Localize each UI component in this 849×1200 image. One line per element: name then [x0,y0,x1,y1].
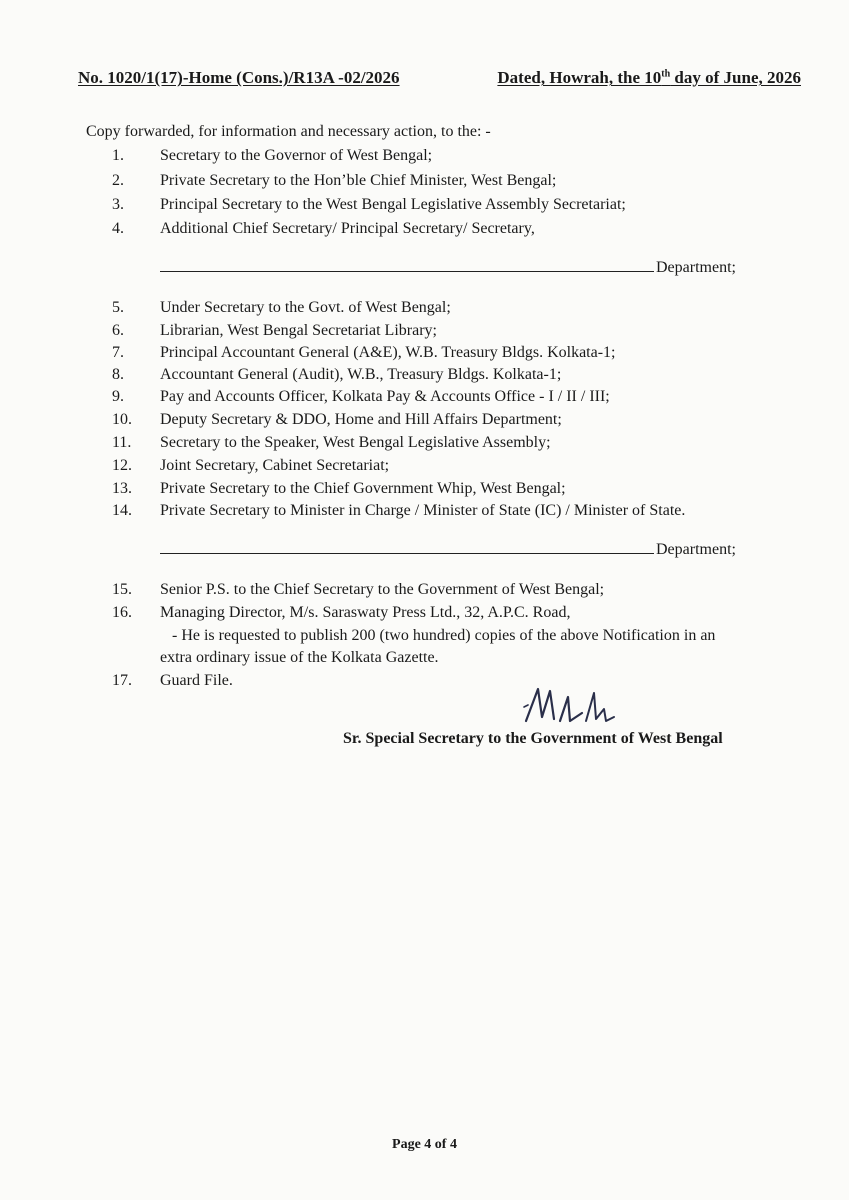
item-number: 4. [112,220,124,237]
item-text: Accountant General (Audit), W.B., Treasury Bldgs. Kolkata-1; [160,366,562,383]
item-number: 5. [112,299,124,316]
item-text: Guard File. [160,672,233,689]
memo-number: No. 1020/1(17)-Home (Cons.)/R13A -02/2026 [78,68,400,87]
item-number: 17. [112,672,132,689]
item-number: 14. [112,502,132,519]
item-number: 6. [112,322,124,339]
item-16-note-line1: - He is requested to publish 200 (two hundred) copies of the above Notification in an [172,627,716,644]
item-number: 7. [112,344,124,361]
item-text: Pay and Accounts Officer, Kolkata Pay & Accounts Office - I / II / III; [160,388,610,405]
page-number: Page 4 of 4 [392,1137,457,1152]
date-prefix: Dated, Howrah, the 10 [497,68,662,87]
item-text: Private Secretary to the Hon’ble Chief Minister, West Bengal; [160,172,557,189]
signatory-title: Sr. Special Secretary to the Government of West Bengal [343,730,723,747]
item-text: Joint Secretary, Cabinet Secretariat; [160,457,390,474]
item-text: Secretary to the Governor of West Bengal; [160,147,433,164]
item-text: Librarian, West Bengal Secretariat Library; [160,322,437,339]
item-text: Senior P.S. to the Chief Secretary to the Government of West Bengal; [160,581,605,598]
item-text: Principal Accountant General (A&E), W.B. Treasury Bldgs. Kolkata-1; [160,344,616,361]
item-text: Managing Director, M/s. Saraswaty Press Ltd., 32, A.P.C. Road, [160,604,571,621]
item-text: Deputy Secretary & DDO, Home and Hill Affairs Department; [160,411,562,428]
item-number: 8. [112,366,124,383]
item-number: 9. [112,388,124,405]
item-text: Additional Chief Secretary/ Principal Secretary/ Secretary, [160,220,535,237]
item-16-note-line2: extra ordinary issue of the Kolkata Gazette. [160,649,439,666]
date-suffix: day of June, 2026 [670,68,801,87]
item-text: Private Secretary to Minister in Charge / Minister of State (IC) / Minister of State. [160,502,686,519]
handwritten-signature [520,683,630,729]
item-number: 15. [112,581,132,598]
memo-date [497,68,801,88]
item-number: 3. [112,196,124,213]
item-text: Secretary to the Speaker, West Bengal Legislative Assembly; [160,434,551,451]
date-ordinal: th [661,68,671,80]
department-label: Department; [656,541,736,558]
item-number: 12. [112,457,132,474]
item-text: Principal Secretary to the West Bengal Legislative Assembly Secretariat; [160,196,626,213]
intro-line: Copy forwarded, for information and necessary action, to the: - [86,123,491,140]
department-blank-line [160,258,736,277]
item-number: 16. [112,604,132,621]
item-number: 13. [112,480,132,497]
item-text: Private Secretary to the Chief Government Whip, West Bengal; [160,480,566,497]
item-number: 11. [112,434,132,451]
fill-in-blank [160,540,654,554]
item-text: Under Secretary to the Govt. of West Bengal; [160,299,451,316]
department-label: Department; [656,259,736,276]
department-blank-line [160,540,736,559]
fill-in-blank [160,258,654,272]
item-number: 10. [112,411,132,428]
item-number: 2. [112,172,124,189]
item-number: 1. [112,147,124,164]
